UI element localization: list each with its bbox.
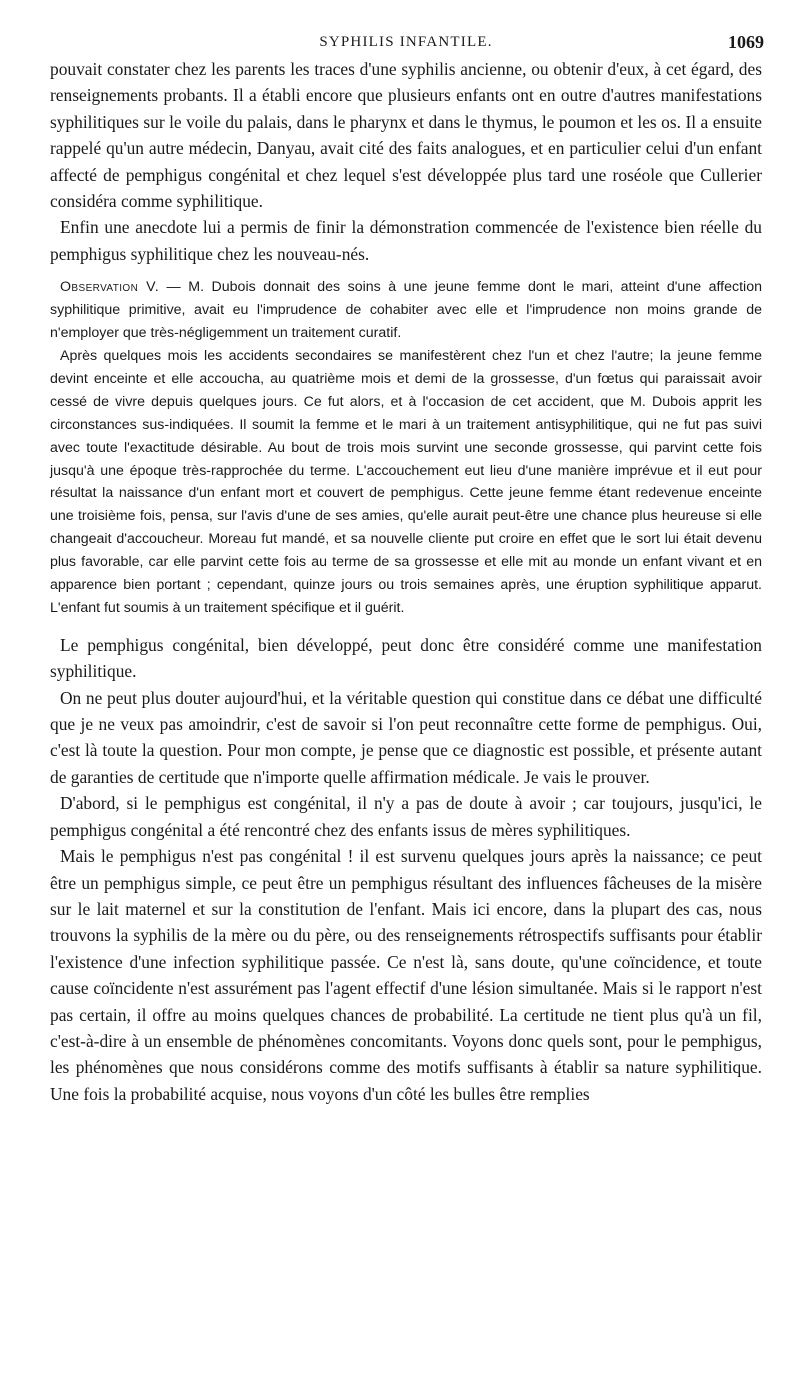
observation-block bbox=[50, 276, 762, 620]
observation-paragraph: Après quelques mois les accidents secondaires se manifestèrent chez l'un et chez l'autre; la jeune femme devint enceinte et elle accoucha, au quatrième mois et demi de la grossesse, d'un fœtus qui paraissait avoir cessé de vivre depuis quelques jours. Ce fut alors, et à l'occasion de cet accident, que M. Dubois apprit les circonstances sus-indiquées. Il soumit la femme et le mari à un traitement antisyphilitique, qui ne fut pas suivi avec toute l'exactitude désirable. Au bout de trois mois survint une seconde grossesse, qui parvint cette fois jusqu'à une époque très-rapprochée du terme. L'accouchement eut lieu d'une manière imprévue et il eut pour résultat la naissance d'un enfant mort et couvert de pemphigus. Cette jeune femme étant redevenue enceinte une troisième fois, pensa, sur l'avis d'une de ses amies, qu'elle aurait peut-être une chance plus heureuse si elle changeait d'accoucheur. Moreau fut mandé, et sa nouvelle cliente put croire en effet que le sort lui était devenu plus favorable, car elle parvint cette fois au terme de sa grossesse et elle mit au monde un enfant vivant et en apparence bien portant ; cependant, quinze jours ou trois semaines après, une éruption syphilitique apparut. L'enfant fut soumis à un traitement spécifique et il guérit. bbox=[50, 347, 762, 616]
paragraph: Mais le pemphigus n'est pas congénital ! il est survenu quelques jours après la naissance; ce peut être un pemphigus simple, ce peut être un pemphigus résultant des influences fâcheuses de la misère sur le lait maternel et sur la constitution de l'enfant. Mais ici encore, dans la plupart des cas, nous trouvons la syphilis de la mère ou du père, ou des renseignements rétrospectifs suffisants pour établir l'existence d'une infection syphilitique passée. Ce n'est là, sans doute, qu'une coïncidence, et toute cause coïncidente n'est assurément pas l'agent effectif d'une lésion simultanée. Mais si le rapport n'est pas certain, il offre au moins quelques chances de probabilité. La certitude ne tient plus qu'à un fil, c'est-à-dire à un ensemble de phénomènes concomitants. Voyons donc quels sont, pour le pemphigus, les phénomènes que nous considérons comme des motifs suffisants à établir sa nature syphilitique. Une fois la probabilité acquise, nous voyons d'un côté les bulles être remplies bbox=[50, 846, 762, 1104]
paragraph: pouvait constater chez les parents les traces d'une syphilis ancienne, ou obtenir d'eux, à cet égard, des renseignements probants. Il a établi encore que plusieurs enfants ont en outre d'autres manifestations syphilitiques sur le voile du palais, dans le pharynx et dans le thymus, le poumon et les os. Il a ensuite rappelé qu'un autre médecin, Danyau, avait cité des faits analogues, et en particulier celui d'un enfant affecté de pemphigus congénital et chez lequel s'est développée plus tard une roséole que Cullerier considéra comme syphilitique. bbox=[50, 59, 762, 212]
running-head bbox=[50, 0, 762, 56]
paragraph: D'abord, si le pemphigus est congénital, il n'y a pas de doute à avoir ; car toujours, jusqu'ici, le pemphigus congénital a été rencontré chez des enfants issus de mères syphilitiques. bbox=[50, 793, 762, 840]
page-number: 1069 bbox=[728, 32, 764, 52]
paragraph: Le pemphigus congénital, bien développé, peut donc être considéré comme une manifestation syphilitique. bbox=[50, 634, 762, 682]
paragraph: Enfin une anecdote lui a permis de finir la démonstration commencée de l'existence bien réelle du pemphigus syphilitique chez les nouveau-nés. bbox=[50, 217, 762, 264]
paragraph: On ne peut plus douter aujourd'hui, et la véritable question qui constitue dans ce débat une difficulté que je ne veux pas amoindrir, c'est de savoir si l'on peut reconnaître cette forme de pemphigus. Oui, c'est là toute la question. Pour mon compte, je pense que ce diagnostic est possible, et présente autant de garanties de certitude que n'importe quelle affirmation médicale. Je vais le prouver. bbox=[50, 687, 762, 787]
observation-text: — M. Dubois donnait des soins à une jeune femme dont le mari, atteint d'une affection syphilitique primitive, avait eu l'imprudence de cohabiter avec elle et l'imprudence non moins grande de n'employer que très-négligemment un traitement curatif. bbox=[50, 279, 762, 342]
running-title: SYPHILIS INFANTILE. bbox=[319, 34, 493, 50]
intro-section bbox=[50, 56, 762, 267]
observation-paragraph bbox=[50, 276, 762, 345]
discussion-section bbox=[50, 632, 762, 1107]
page bbox=[50, 0, 762, 1107]
observation-label: Observation V. bbox=[60, 279, 160, 296]
